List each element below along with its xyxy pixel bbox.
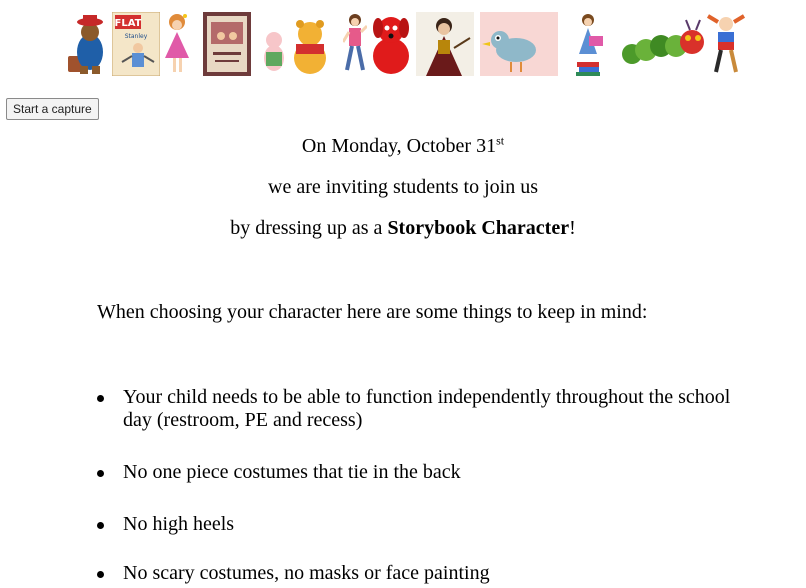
pippi-longstocking-image	[706, 12, 746, 76]
guidelines-intro: When choosing your character here are some things to keep in mind:	[97, 301, 648, 323]
harry-potter-image	[416, 12, 474, 76]
list-item	[97, 562, 757, 585]
rule-text: No scary costumes, no masks or face painting	[123, 562, 490, 584]
announcement-date-line	[0, 134, 806, 158]
theme-suffix-text: !	[569, 217, 576, 239]
theme-prefix-text: by dressing up as a	[230, 217, 388, 239]
date-ordinal-suffix: st	[496, 133, 505, 148]
paddington-bear-image	[64, 12, 108, 76]
rule-text: No high heels	[123, 513, 235, 535]
junie-b-jones-image	[343, 12, 367, 76]
rule-text: Your child needs to be able to function independently throughout the school day (restroom, PE and recess)	[123, 386, 731, 431]
announcement-date-text: On Monday, October 31	[301, 135, 497, 157]
bullet-icon	[97, 571, 104, 578]
announcement-invite-line: we are inviting students to join us	[268, 176, 538, 198]
very-hungry-caterpillar-image	[620, 12, 706, 76]
bullet-icon	[97, 522, 104, 529]
matilda-image	[571, 12, 605, 76]
fancy-nancy-image	[163, 12, 191, 76]
pigeon-image	[480, 12, 558, 76]
start-capture-button[interactable]: Start a capture	[6, 98, 99, 120]
svg-text:FLAT: FLAT	[114, 18, 142, 29]
announcement-theme-line	[0, 216, 806, 240]
bullet-icon	[97, 395, 104, 402]
rule-text: No one piece costumes that tie in the back	[123, 461, 461, 483]
list-item	[97, 386, 757, 432]
svg-text:Stanley: Stanley	[124, 33, 148, 40]
book-cover-image	[203, 12, 251, 76]
bullet-icon	[97, 470, 104, 477]
winnie-the-pooh-image	[258, 12, 338, 76]
character-banner	[0, 0, 806, 86]
list-item	[97, 513, 757, 536]
list-item	[97, 461, 757, 484]
flat-stanley-book-image	[112, 12, 160, 76]
clifford-red-dog-image	[369, 12, 413, 76]
theme-bold-text: Storybook Character	[387, 217, 570, 239]
